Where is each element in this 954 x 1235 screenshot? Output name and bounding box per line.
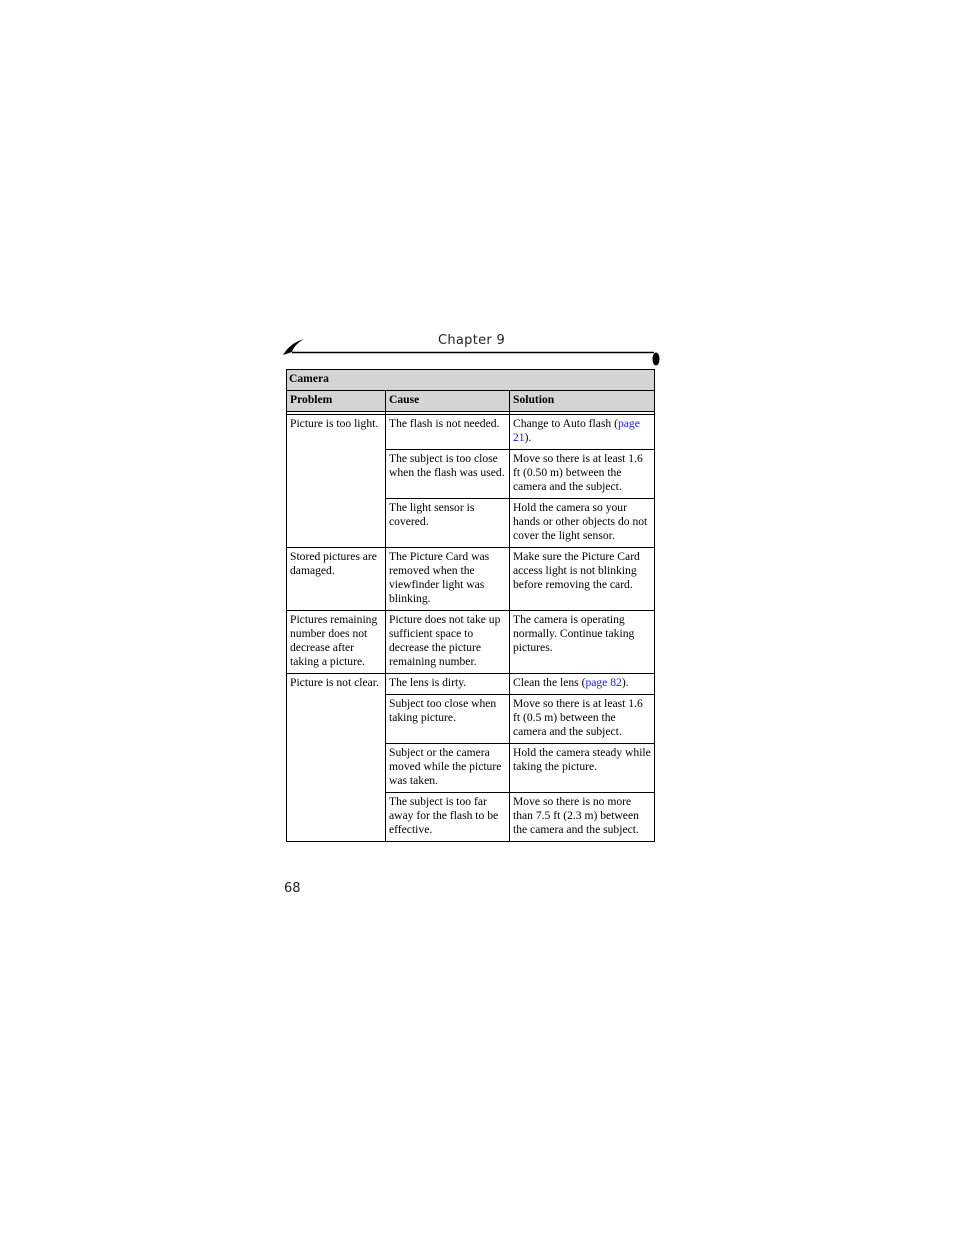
troubleshooting-table xyxy=(286,369,655,842)
page-82-link[interactable]: page 82 xyxy=(585,676,622,689)
cause-cell: Picture does not take up sufficient space to decrease the picture remaining number. xyxy=(386,611,510,674)
cause-cell: The subject is too far away for the flash to be effective. xyxy=(386,793,510,842)
solution-cell xyxy=(510,674,655,695)
solution-cell xyxy=(510,415,655,450)
solution-cell: Hold the camera steady while taking the picture. xyxy=(510,744,655,793)
solution-cell: Move so there is at least 1.6 ft (0.5 m) between the camera and the subject. xyxy=(510,695,655,744)
problem-cell: Pictures remaining number does not decrease after taking a picture. xyxy=(287,611,386,674)
solution-cell: The camera is operating normally. Continue taking pictures. xyxy=(510,611,655,674)
chapter-header xyxy=(282,333,662,369)
cause-cell: Subject or the camera moved while the picture was taken. xyxy=(386,744,510,793)
problem-cell: Picture is too light. xyxy=(287,415,386,548)
page-21-link[interactable]: page 21 xyxy=(513,417,640,444)
cause-cell: Subject too close when taking picture. xyxy=(386,695,510,744)
cause-cell: The Picture Card was removed when the viewfinder light was blinking. xyxy=(386,548,510,611)
solution-text: Clean the lens ( xyxy=(513,676,586,689)
solution-cell: Hold the camera so your hands or other objects do not cover the light sensor. xyxy=(510,499,655,548)
solution-cell: Make sure the Picture Card access light is not blinking before removing the card. xyxy=(510,548,655,611)
problem-cell: Stored pictures are damaged. xyxy=(287,548,386,611)
page-number: 68 xyxy=(284,881,301,896)
problem-cell: Picture is not clear. xyxy=(287,674,386,842)
solution-text: ). xyxy=(621,676,629,689)
table-row xyxy=(287,611,655,674)
solution-cell: Move so there is no more than 7.5 ft (2.3 m) between the camera and the subject. xyxy=(510,793,655,842)
column-header-problem: Problem xyxy=(287,391,386,412)
solution-text: ). xyxy=(524,431,532,444)
cause-cell: The subject is too close when the flash was used. xyxy=(386,450,510,499)
cause-cell: The light sensor is covered. xyxy=(386,499,510,548)
table-row xyxy=(287,674,655,695)
solution-cell: Move so there is at least 1.6 ft (0.50 m) between the camera and the subject. xyxy=(510,450,655,499)
table-row xyxy=(287,548,655,611)
cause-cell: The lens is dirty. xyxy=(386,674,510,695)
column-header-cause: Cause xyxy=(386,391,510,412)
column-header-solution: Solution xyxy=(510,391,655,412)
table-row xyxy=(287,415,655,450)
solution-text: Change to Auto flash ( xyxy=(513,417,618,430)
chapter-title: Chapter 9 xyxy=(438,333,506,348)
section-heading: Camera xyxy=(287,370,655,391)
cause-cell: The flash is not needed. xyxy=(386,415,510,450)
